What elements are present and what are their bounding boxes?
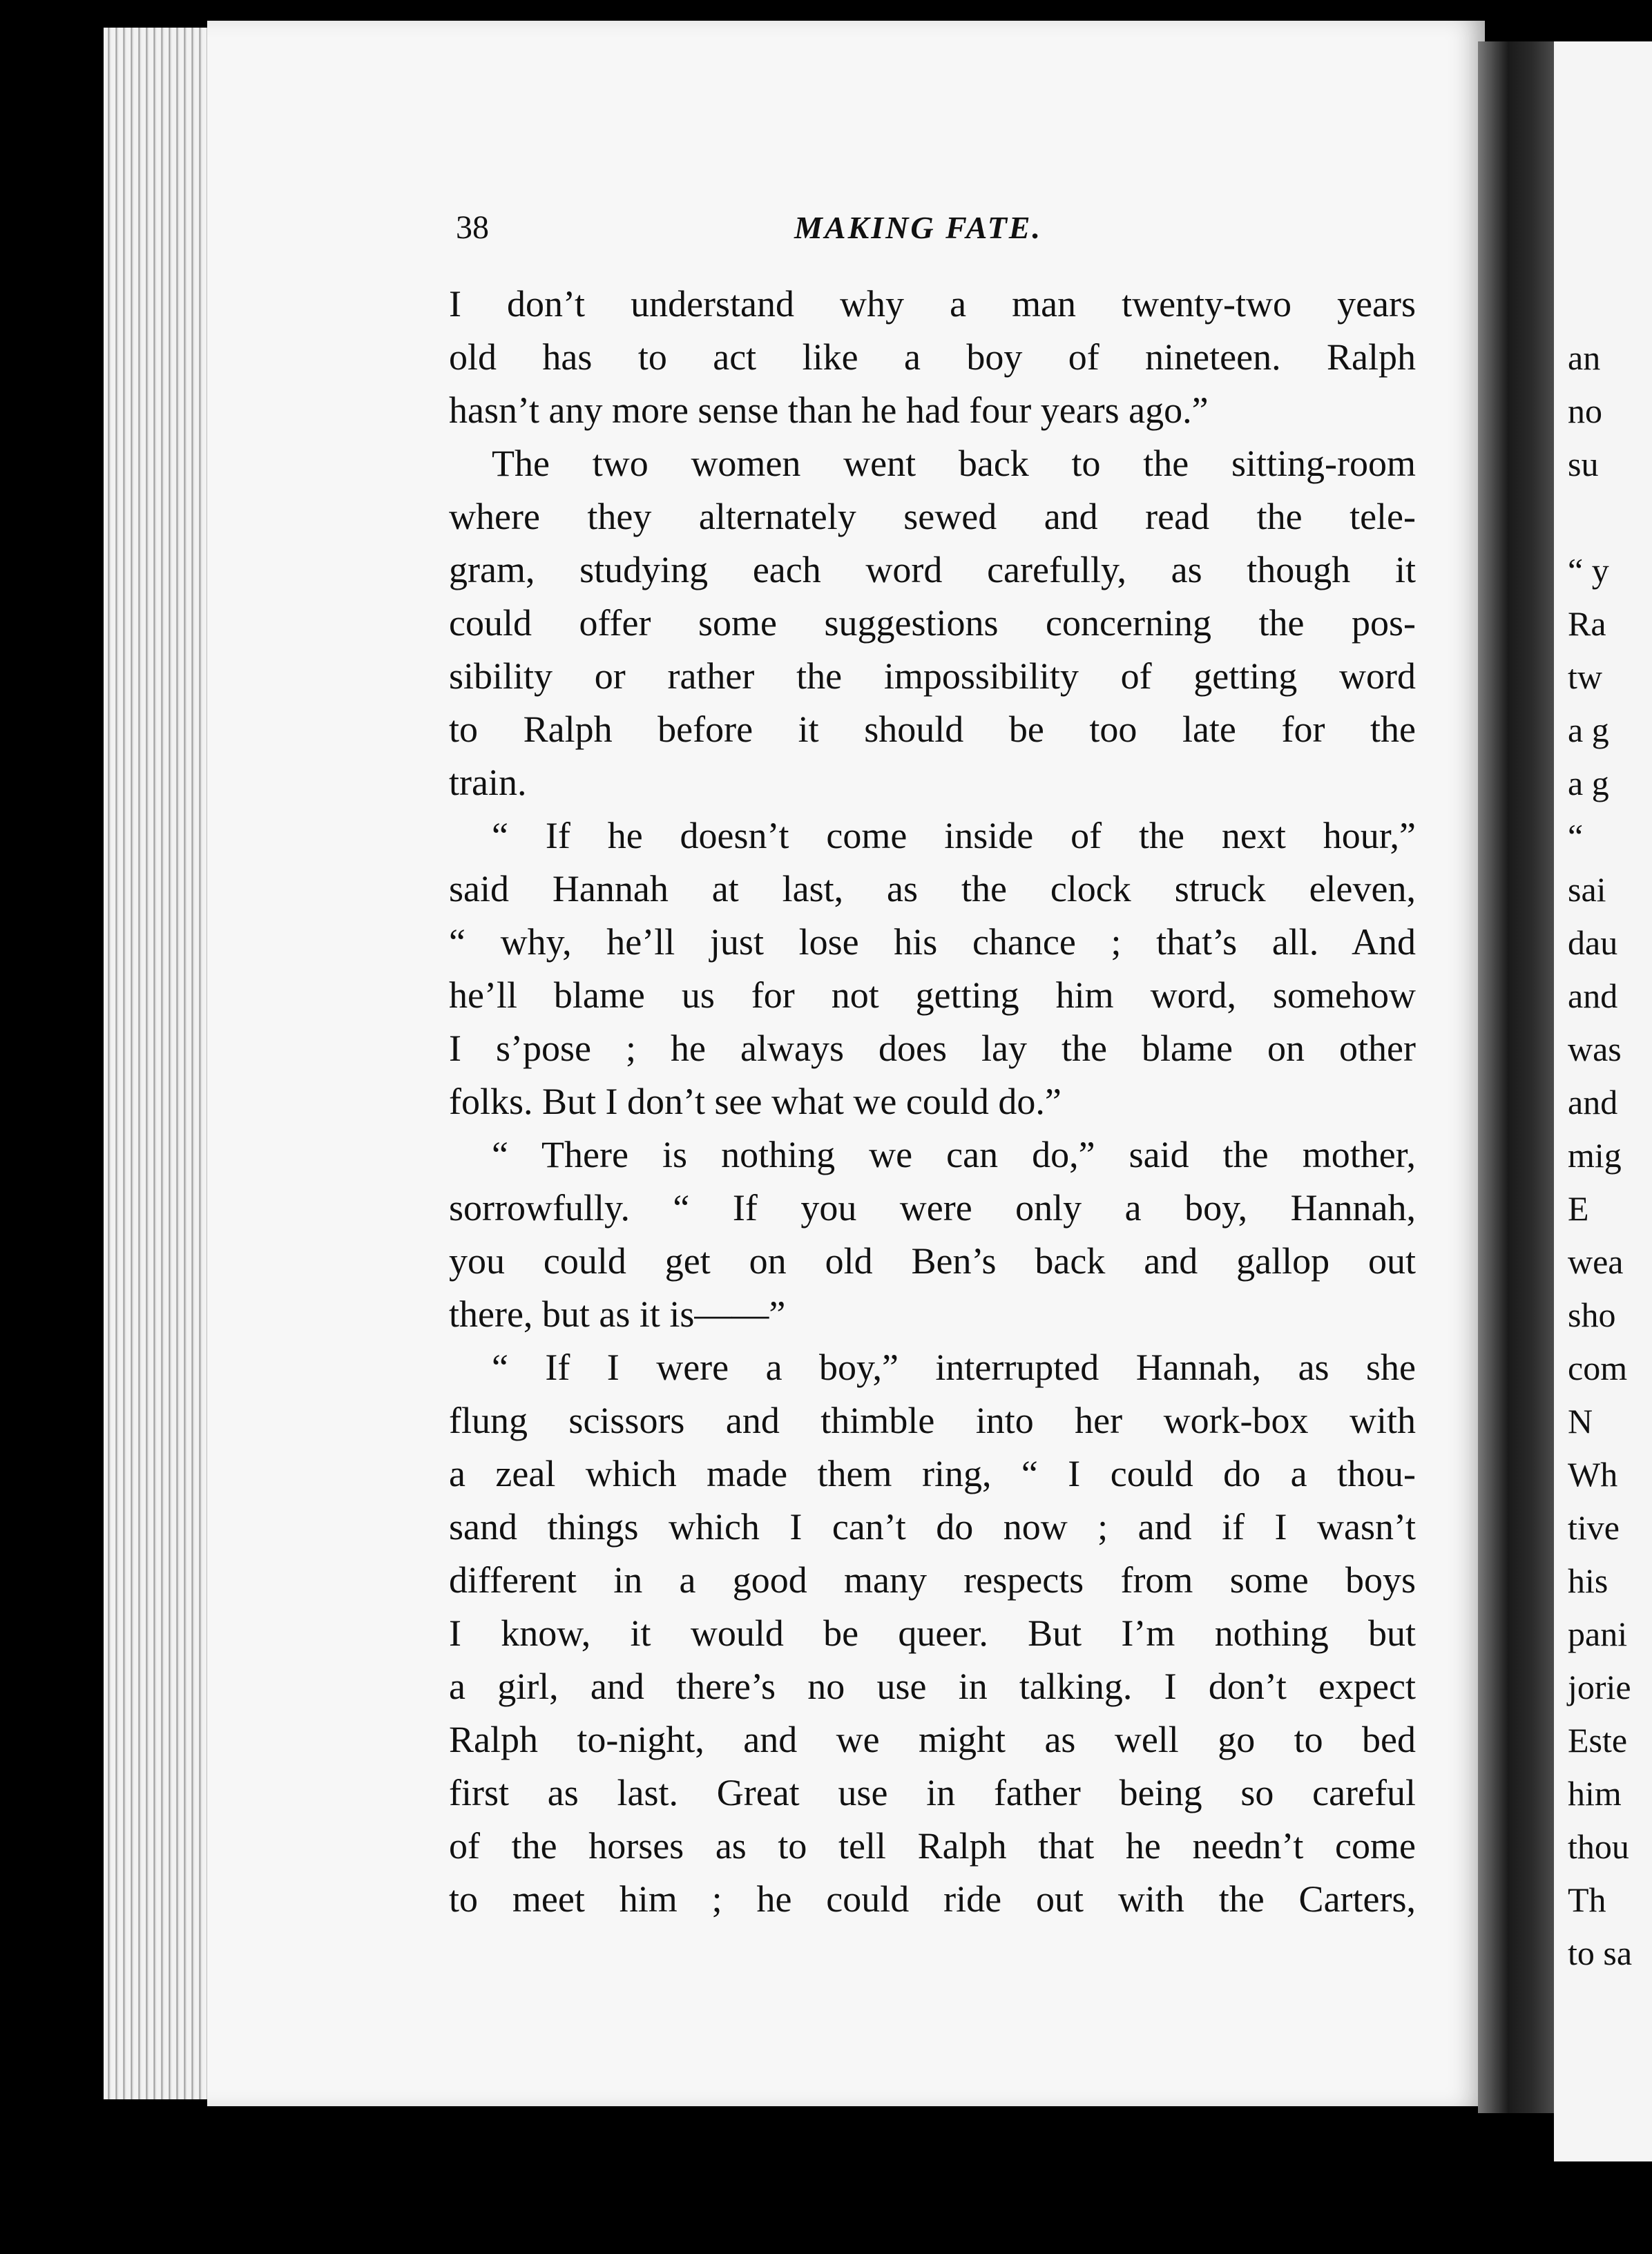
text-line: gram, studying each word carefully, as though it (449, 549, 1416, 590)
text-line: sorrowfully. “ If you were only a boy, Hannah, (449, 1187, 1416, 1229)
right-page-fragment: him (1568, 1774, 1622, 1813)
right-page-fragment: Wh (1568, 1455, 1618, 1494)
right-page-fragment (1568, 491, 1632, 544)
right-page-fragment: dau (1568, 923, 1618, 962)
right-page-fragment: an (1568, 338, 1601, 377)
text-line: to Ralph before it should be too late for the (449, 709, 1416, 750)
text-line: sibility or rather the impossibility of getting word (449, 655, 1416, 697)
right-page-fragment: no (1568, 392, 1602, 430)
running-head (456, 200, 1146, 256)
right-page-fragment: sho (1568, 1295, 1616, 1334)
right-page-fragment: jorie (1568, 1668, 1631, 1706)
text-line: flung scissors and thimble into her work-box with (449, 1400, 1416, 1441)
text-line: there, but as it is——” (449, 1293, 786, 1335)
page-block-edges (104, 28, 214, 2099)
right-page-fragment: “ y (1568, 551, 1609, 590)
right-page-fragment: wea (1568, 1242, 1624, 1281)
text-line: “ If I were a boy,” interrupted Hannah, as she (492, 1347, 1416, 1388)
right-page-fragment: com (1568, 1349, 1628, 1387)
right-page-fragment: thou (1568, 1827, 1629, 1866)
right-page-fragment: tive (1568, 1508, 1620, 1547)
text-line: could offer some suggestions concerning the pos- (449, 602, 1416, 644)
text-line: said Hannah at last, as the clock struck eleven, (449, 868, 1416, 909)
text-line: folks. But I don’t see what we could do.” (449, 1081, 1062, 1122)
text-line: a zeal which made them ring, “ I could do a thou- (449, 1453, 1416, 1494)
right-page-fragment: and (1568, 1083, 1618, 1121)
text-line: sand things which I can’t do now ; and if I wasn’t (449, 1506, 1416, 1548)
right-page-fragment: a g (1568, 764, 1609, 802)
right-page-fragment: a g (1568, 711, 1609, 749)
right-page-text (1568, 331, 1632, 1980)
right-page-edge (1554, 41, 1652, 2161)
right-page-fragment: pani (1568, 1615, 1628, 1653)
text-line: I s’pose ; he always does lay the blame on other (449, 1028, 1416, 1069)
right-page-fragment: was (1568, 1030, 1622, 1068)
text-line: to meet him ; he could ride out with the Carters, (449, 1878, 1416, 1920)
right-page-fragment: sai (1568, 870, 1606, 909)
text-line: “ If he doesn’t come inside of the next hour,” (492, 815, 1416, 856)
body-text (449, 278, 1416, 1926)
text-line: hasn’t any more sense than he had four years ago.” (449, 389, 1209, 431)
running-title: MAKING FATE. (794, 210, 1042, 245)
text-line: Ralph to-night, and we might as well go to bed (449, 1719, 1416, 1760)
right-page-fragment: his (1568, 1561, 1608, 1600)
text-line: a girl, and there’s no use in talking. I don’t expect (449, 1666, 1416, 1707)
right-page-fragment: tw (1568, 657, 1602, 696)
right-page-fragment: E (1568, 1189, 1589, 1228)
text-line: different in a good many respects from some boys (449, 1559, 1416, 1601)
right-page-fragment: “ (1568, 817, 1584, 856)
text-line: where they alternately sewed and read the tele- (449, 496, 1416, 537)
right-page-fragment: to sa (1568, 1934, 1633, 1972)
right-page-fragment: and (1568, 976, 1618, 1015)
right-page-fragment: Ra (1568, 604, 1606, 643)
text-line: of the horses as to tell Ralph that he needn’t come (449, 1825, 1416, 1867)
text-line: he’ll blame us for not getting him word, somehow (449, 974, 1416, 1016)
right-page-fragment: Th (1568, 1880, 1606, 1919)
right-page-fragment: N (1568, 1402, 1593, 1441)
right-page-fragment: su (1568, 445, 1599, 483)
text-line: The two women went back to the sitting-room (492, 443, 1416, 484)
text-line: I know, it would be queer. But I’m nothing but (449, 1612, 1416, 1654)
text-line: “ why, he’ll just lose his chance ; that’s all. And (449, 921, 1416, 963)
text-line: I don’t understand why a man twenty-two years (449, 283, 1416, 325)
book-gutter (1478, 41, 1554, 2113)
right-page-fragment: Este (1568, 1721, 1628, 1760)
text-line: old has to act like a boy of nineteen. Ralph (449, 336, 1416, 378)
text-line: “ There is nothing we can do,” said the mother, (492, 1134, 1416, 1175)
right-page-fragment: mig (1568, 1136, 1622, 1175)
text-line: you could get on old Ben’s back and gallop out (449, 1240, 1416, 1282)
text-line: train. (449, 762, 527, 803)
page-number: 38 (456, 209, 489, 246)
text-line: first as last. Great use in father being so careful (449, 1772, 1416, 1813)
